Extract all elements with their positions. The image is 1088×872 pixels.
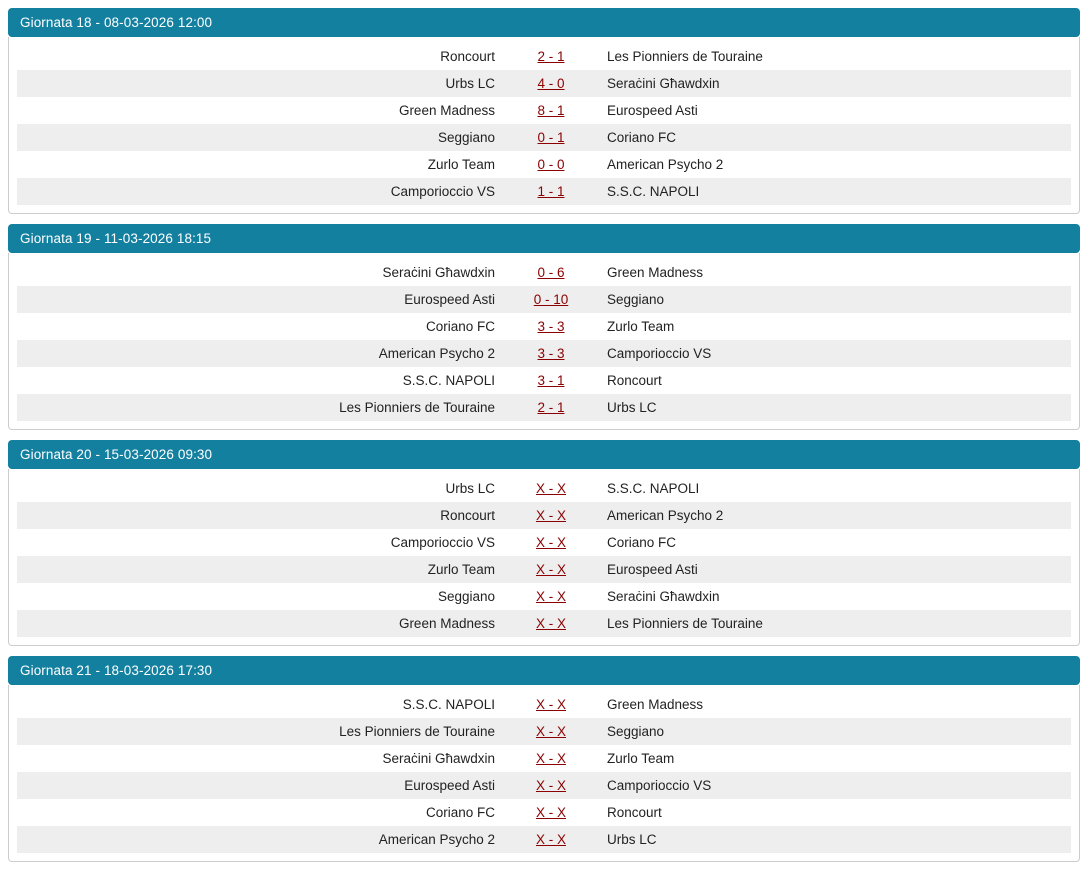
table-row [17, 772, 1071, 799]
table-row [17, 70, 1071, 97]
home-team: Roncourt [17, 502, 503, 529]
score-link[interactable]: X - X [535, 805, 566, 820]
away-team: Seraċini Għawdxin [599, 70, 1071, 97]
score-link[interactable]: X - X [535, 562, 566, 577]
score-cell [503, 178, 599, 205]
matchday-header: Giornata 19 - 11-03-2026 18:15 [8, 224, 1080, 253]
matchday-block [8, 656, 1080, 862]
home-team: Coriano FC [17, 799, 503, 826]
away-team: Green Madness [599, 691, 1071, 718]
score-cell [503, 556, 599, 583]
home-team: Seggiano [17, 583, 503, 610]
home-team: Seggiano [17, 124, 503, 151]
home-team: Zurlo Team [17, 151, 503, 178]
fixtures-table [17, 691, 1071, 853]
score-cell [503, 259, 599, 286]
home-team: Seraċini Għawdxin [17, 745, 503, 772]
score-link[interactable]: 4 - 0 [537, 76, 565, 91]
score-cell [503, 97, 599, 124]
home-team: Camporioccio VS [17, 529, 503, 556]
score-cell [503, 367, 599, 394]
score-link[interactable]: 0 - 1 [537, 130, 565, 145]
matchday-body [8, 685, 1080, 862]
home-team: S.S.C. NAPOLI [17, 691, 503, 718]
score-link[interactable]: 3 - 3 [537, 346, 565, 361]
away-team: Green Madness [599, 259, 1071, 286]
table-row [17, 556, 1071, 583]
score-cell [503, 610, 599, 637]
away-team: Zurlo Team [599, 313, 1071, 340]
table-row [17, 124, 1071, 151]
score-link[interactable]: X - X [535, 697, 566, 712]
matchday-block [8, 224, 1080, 430]
home-team: Green Madness [17, 610, 503, 637]
score-cell [503, 394, 599, 421]
matchday-header: Giornata 21 - 18-03-2026 17:30 [8, 656, 1080, 685]
away-team: Coriano FC [599, 124, 1071, 151]
away-team: Les Pionniers de Touraine [599, 43, 1071, 70]
score-link[interactable]: X - X [535, 832, 566, 847]
home-team: Eurospeed Asti [17, 772, 503, 799]
away-team: Urbs LC [599, 826, 1071, 853]
away-team: S.S.C. NAPOLI [599, 475, 1071, 502]
table-row [17, 43, 1071, 70]
score-cell [503, 529, 599, 556]
table-row [17, 394, 1071, 421]
home-team: Seraċini Għawdxin [17, 259, 503, 286]
matchday-list [8, 8, 1080, 862]
table-row [17, 610, 1071, 637]
away-team: Urbs LC [599, 394, 1071, 421]
score-cell [503, 475, 599, 502]
home-team: American Psycho 2 [17, 340, 503, 367]
score-cell [503, 151, 599, 178]
score-cell [503, 286, 599, 313]
table-row [17, 799, 1071, 826]
table-row [17, 529, 1071, 556]
score-link[interactable]: 1 - 1 [537, 184, 565, 199]
score-link[interactable]: X - X [535, 751, 566, 766]
score-cell [503, 43, 599, 70]
home-team: Coriano FC [17, 313, 503, 340]
score-cell [503, 583, 599, 610]
fixtures-table [17, 259, 1071, 421]
score-cell [503, 799, 599, 826]
score-cell [503, 70, 599, 97]
table-row [17, 502, 1071, 529]
away-team: Seggiano [599, 286, 1071, 313]
score-cell [503, 826, 599, 853]
home-team: Eurospeed Asti [17, 286, 503, 313]
matchday-header: Giornata 20 - 15-03-2026 09:30 [8, 440, 1080, 469]
score-cell [503, 313, 599, 340]
home-team: Green Madness [17, 97, 503, 124]
home-team: Roncourt [17, 43, 503, 70]
table-row [17, 151, 1071, 178]
score-link[interactable]: 0 - 6 [537, 265, 565, 280]
score-link[interactable]: X - X [535, 508, 566, 523]
fixtures-table [17, 43, 1071, 205]
score-cell [503, 340, 599, 367]
home-team: American Psycho 2 [17, 826, 503, 853]
table-row [17, 340, 1071, 367]
home-team: Urbs LC [17, 70, 503, 97]
table-row [17, 367, 1071, 394]
away-team: Camporioccio VS [599, 772, 1071, 799]
score-link[interactable]: 0 - 10 [533, 292, 569, 307]
matchday-body [8, 253, 1080, 430]
away-team: Roncourt [599, 367, 1071, 394]
score-cell [503, 502, 599, 529]
table-row [17, 259, 1071, 286]
score-link[interactable]: X - X [535, 778, 566, 793]
matchday-body [8, 469, 1080, 646]
score-link[interactable]: X - X [535, 589, 566, 604]
score-link[interactable]: 3 - 1 [537, 373, 565, 388]
away-team: Camporioccio VS [599, 340, 1071, 367]
score-link[interactable]: X - X [535, 535, 566, 550]
score-link[interactable]: 8 - 1 [537, 103, 565, 118]
table-row [17, 745, 1071, 772]
matchday-header: Giornata 18 - 08-03-2026 12:00 [8, 8, 1080, 37]
score-link[interactable]: 2 - 1 [537, 400, 565, 415]
home-team: Les Pionniers de Touraine [17, 718, 503, 745]
away-team: Seraċini Għawdxin [599, 583, 1071, 610]
away-team: Eurospeed Asti [599, 556, 1071, 583]
away-team: Les Pionniers de Touraine [599, 610, 1071, 637]
fixtures-table [17, 475, 1071, 637]
away-team: Roncourt [599, 799, 1071, 826]
away-team: American Psycho 2 [599, 502, 1071, 529]
score-link[interactable]: 2 - 1 [537, 49, 565, 64]
table-row [17, 718, 1071, 745]
score-cell [503, 124, 599, 151]
matchday-block [8, 8, 1080, 214]
away-team: Eurospeed Asti [599, 97, 1071, 124]
table-row [17, 475, 1071, 502]
score-cell [503, 745, 599, 772]
home-team: Zurlo Team [17, 556, 503, 583]
away-team: Zurlo Team [599, 745, 1071, 772]
away-team: S.S.C. NAPOLI [599, 178, 1071, 205]
score-cell [503, 691, 599, 718]
score-link[interactable]: X - X [535, 616, 566, 631]
home-team: Camporioccio VS [17, 178, 503, 205]
away-team: Coriano FC [599, 529, 1071, 556]
home-team: S.S.C. NAPOLI [17, 367, 503, 394]
away-team: Seggiano [599, 718, 1071, 745]
score-link[interactable]: X - X [535, 724, 566, 739]
score-link[interactable]: 0 - 0 [537, 157, 565, 172]
home-team: Les Pionniers de Touraine [17, 394, 503, 421]
table-row [17, 178, 1071, 205]
table-row [17, 286, 1071, 313]
score-cell [503, 772, 599, 799]
score-link[interactable]: X - X [535, 481, 566, 496]
table-row [17, 691, 1071, 718]
home-team: Urbs LC [17, 475, 503, 502]
score-cell [503, 718, 599, 745]
table-row [17, 583, 1071, 610]
table-row [17, 97, 1071, 124]
matchday-body [8, 37, 1080, 214]
table-row [17, 826, 1071, 853]
score-link[interactable]: 3 - 3 [537, 319, 565, 334]
away-team: American Psycho 2 [599, 151, 1071, 178]
matchday-block [8, 440, 1080, 646]
table-row [17, 313, 1071, 340]
